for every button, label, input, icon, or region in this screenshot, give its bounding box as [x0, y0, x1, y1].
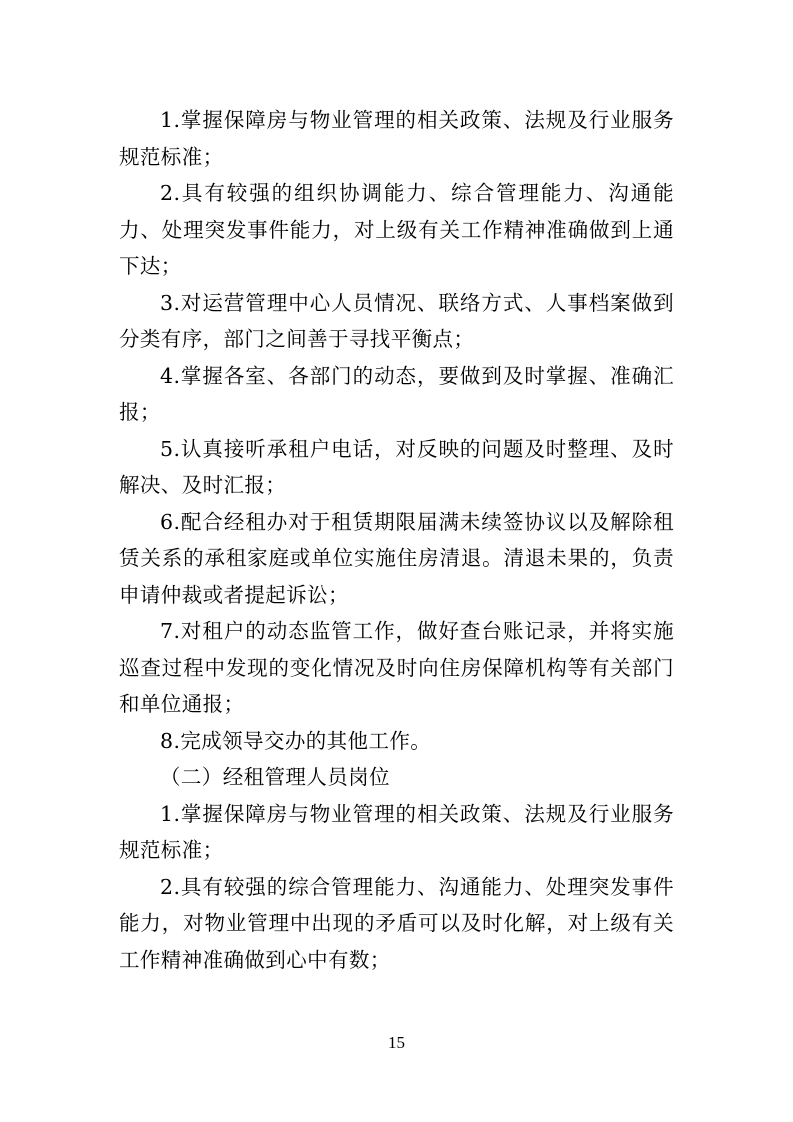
section-heading: （二）经租管理人员岗位	[160, 765, 390, 789]
leasing-duty-item-2: 2.具有较强的综合管理能力、沟通能力、处理突发事件能力，对物业管理中出现的矛盾可以及时化解，对上级有关工作精神准确做到心中有数；	[119, 874, 674, 972]
document-body	[119, 102, 674, 978]
duty-item-8: 8.完成领导交办的其他工作。	[160, 728, 432, 753]
duty-item-2: 2.具有较强的组织协调能力、综合管理能力、沟通能力、处理突发事件能力，对上级有关工作精神准确做到上通下达；	[119, 181, 674, 278]
duty-item-5: 5.认真接听承租户电话，对反映的问题及时整理、及时解决、及时汇报；	[119, 436, 674, 497]
duty-item-7: 7.对租户的动态监管工作，做好查台账记录，并将实施巡查过程中发现的变化情况及时向住房保障机构等有关部门和单位通报；	[119, 619, 674, 716]
duty-item-4: 4.掌握各室、各部门的动态，要做到及时掌握、准确汇报；	[119, 363, 674, 424]
duty-item-6: 6.配合经租办对于租赁期限届满未续签协议以及解除租赁关系的承租家庭或单位实施住房清退。清退未果的，负责申请仲裁或者提起诉讼；	[119, 509, 674, 607]
page-number: 15	[388, 1033, 405, 1052]
duty-item-1: 1.掌握保障房与物业管理的相关政策、法规及行业服务规范标准；	[119, 108, 674, 169]
duty-item-3: 3.对运营管理中心人员情况、联络方式、人事档案做到分类有序，部门之间善于寻找平衡点；	[119, 290, 674, 351]
leasing-duty-item-1: 1.掌握保障房与物业管理的相关政策、法规及行业服务规范标准；	[119, 801, 674, 862]
